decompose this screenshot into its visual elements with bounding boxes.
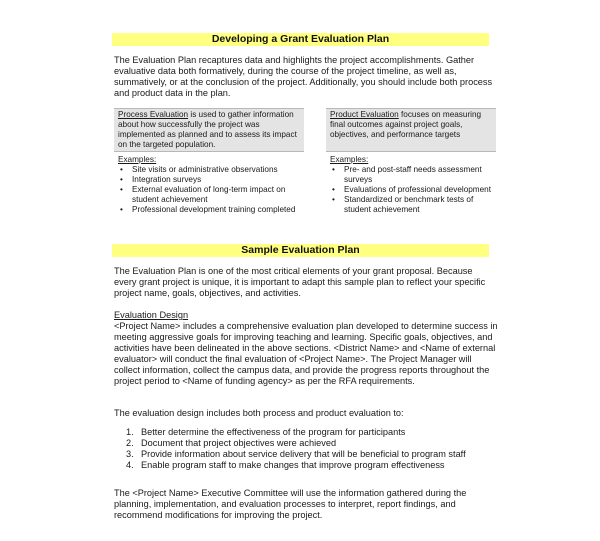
list-item: 1. Better determine the effectiveness of the program for participants [126, 427, 406, 437]
product-examples-list [330, 165, 502, 215]
evaluation-design-paragraph: <Project Name> includes a comprehensive evaluation plan developed to determine success in meeting aggressive goals for improving teaching and learning. Specific goals, objectives, and activities have been delineated in the above sections. <District Name> and <Name of external evaluator> will conduct the final evaluation of <Project Name>. The Project Manager will collect information, collect the campus data, and provide the progress reports throughout the project period to <Name of funding agency> as per the RFA requirements. [114, 321, 498, 386]
intro-paragraph: The Evaluation Plan recaptures data and highlights the project accomplishments. Gather evaluative data both formatively, during the course of the project timeline, as well as, summatively, or at the conclusion of the project. Additionally, you should include both process and product data in the plan. [114, 55, 493, 98]
section-title-sample: Sample Evaluation Plan [112, 244, 489, 257]
product-examples [330, 155, 502, 215]
process-examples-label: Examples: [118, 155, 157, 164]
evaluation-design-heading: Evaluation Design [114, 310, 189, 320]
design-includes-paragraph: The evaluation design includes both process and product evaluation to: [114, 408, 404, 418]
product-evaluation-box [326, 108, 496, 152]
sample-intro-paragraph: The Evaluation Plan is one of the most critical elements of your grant proposal. Because every grant project is unique, it is important to adapt this sample plan to reflect your specific project name, goals, objectives, and activities. [114, 266, 486, 298]
section-title-developing: Developing a Grant Evaluation Plan [112, 33, 489, 46]
list-item: • Evaluations of professional development [344, 185, 502, 195]
list-item: 4. Enable program staff to make changes that improve program effectiveness [126, 460, 445, 470]
evaluation-goals-list [126, 427, 496, 471]
list-item: 2. Document that project objectives were achieved [126, 438, 337, 448]
process-examples-list [118, 165, 308, 215]
process-evaluation-term: Process Evaluation [118, 110, 189, 119]
list-item: 3. Provide information about service delivery that will be beneficial to program staff [126, 449, 466, 459]
list-item: • Professional development training completed [132, 205, 308, 215]
product-evaluation-text: focuses on measuring final outcomes against project goals, objectives, and performance targets [330, 110, 482, 139]
list-item: • External evaluation of long-term impact on student achievement [132, 185, 308, 205]
list-item: • Standardized or benchmark tests of student achievement [344, 195, 502, 215]
list-item: • Integration surveys [132, 175, 308, 185]
list-item: • Pre- and post-staff needs assessment surveys [344, 165, 502, 185]
product-evaluation-term: Product Evaluation [330, 110, 399, 119]
closing-paragraph: The <Project Name> Executive Committee will use the information gathered during the planning, implementation, and evaluation processes to interpret, report findings, and recommend modifications for improving the project. [114, 488, 467, 520]
process-evaluation-box [114, 108, 304, 152]
process-evaluation-text: is used to gather information about how successfully the project was implemented as planned and to assess its impact on the targeted population. [118, 110, 297, 149]
product-examples-label: Examples: [330, 155, 369, 164]
list-item: • Site visits or administrative observations [132, 165, 308, 175]
process-examples [118, 155, 308, 215]
